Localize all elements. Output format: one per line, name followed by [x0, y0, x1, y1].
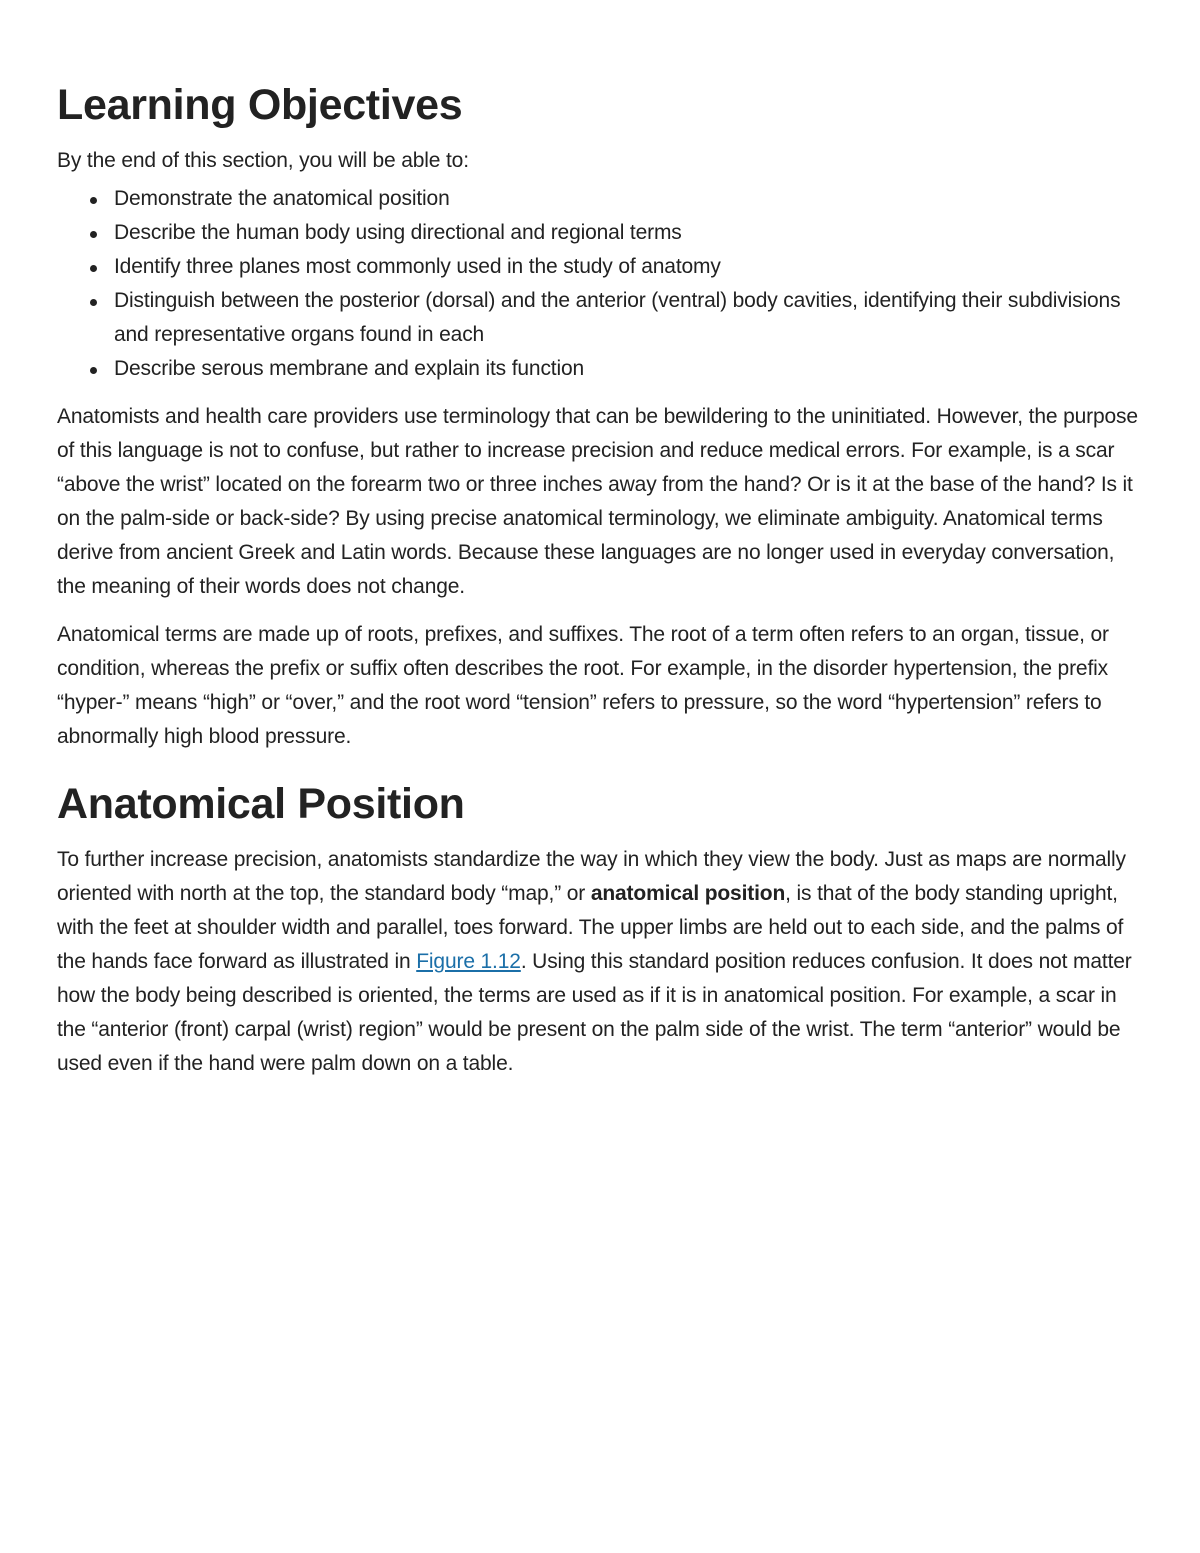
objective-item: Identify three planes most commonly used in the study of anatomy	[57, 250, 1144, 284]
objective-item: Describe serous membrane and explain its function	[57, 352, 1144, 386]
position-text-part-1: To further increase precision, anatomists standardize the way in which they view the body. Just as maps are normally oriented with north at the top, the standard body “map,” or	[57, 848, 1126, 905]
objectives-intro: By the end of this section, you will be able to:	[57, 149, 469, 172]
roots-prefixes-paragraph: Anatomical terms are made up of roots, prefixes, and suffixes. The root of a term often refers to an organ, tissue, or condition, whereas the prefix or suffix often describes the root. For example, in the disorder hypertension, the prefix “hyper-” means “high” or “over,” and the root word “tension” refers to pressure, so the word “hypertension” refers to abnormally high blood pressure.	[57, 623, 1109, 748]
figure-1-12-link[interactable]: Figure 1.12	[416, 950, 521, 973]
position-text-part-2: , is that of the body standing upright, with the feet at shoulder width and parallel, toes forward. The upper limbs are held out to each side, and the palms of the hands face forward as illustrated in	[57, 882, 1124, 973]
objectives-list	[57, 182, 1144, 386]
anatomical-position-paragraph	[57, 843, 1144, 1081]
objective-item: Describe the human body using directional and regional terms	[57, 216, 1144, 250]
position-text-part-3: . Using this standard position reduces confusion. It does not matter how the body being described is oriented, the terms are used as if it is in anatomical position. For example, a scar in the “anterior (front) carpal (wrist) region” would be present on the palm side of the wrist. The term “anterior” would be used even if the hand were palm down on a table.	[57, 950, 1132, 1075]
objective-item: Demonstrate the anatomical position	[57, 182, 1144, 216]
key-term-anatomical-position: anatomical position	[590, 882, 786, 905]
anatomical-position-heading: Anatomical Position	[57, 780, 465, 828]
objective-item: Distinguish between the posterior (dorsal) and the anterior (ventral) body cavities, identifying their subdivisions and representative organs found in each	[57, 284, 1144, 352]
learning-objectives-heading: Learning Objectives	[57, 81, 463, 129]
terminology-paragraph: Anatomists and health care providers use terminology that can be bewildering to the uninitiated. However, the purpose of this language is not to confuse, but rather to increase precision and reduce medical errors. For example, is a scar “above the wrist” located on the forearm two or three inches away from the hand? Or is it at the base of the hand? Is it on the palm-side or back-side? By using precise anatomical terminology, we eliminate ambiguity. Anatomical terms derive from ancient Greek and Latin words. Because these languages are no longer used in everyday conversation, the meaning of their words does not change.	[57, 405, 1138, 598]
